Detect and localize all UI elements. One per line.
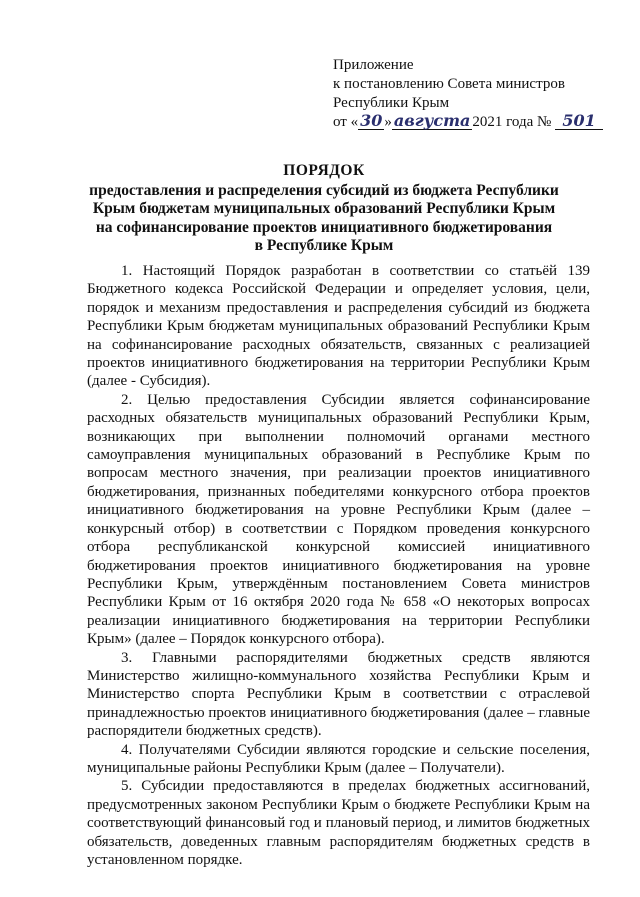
date-prefix: от « [333,114,359,130]
appendix-date-line [333,113,623,132]
date-quote-close: » [384,114,392,130]
document-title [60,162,588,256]
title-subtitle-line-4: в Республике Крым [254,237,394,254]
paragraph-4: 4. Получателями Субсидии являются городские и сельские поселения, муниципальные районы Республики Крым (далее – Получатели). [87,741,590,776]
handwritten-day: 30 [360,111,383,130]
title-heading: ПОРЯДОК [283,162,365,179]
appendix-resolution-line: к постановлению Совета министров [333,76,565,92]
title-subtitle-line-3: на софинансирование проектов инициативного бюджетирования [95,218,553,236]
handwritten-month: августа [393,111,471,130]
date-suffix: 2021 года № [472,114,552,130]
paragraph-1: 1. Настоящий Порядок разработан в соответствии со статьёй 139 Бюджетного кодекса Российской Федерации и определяет условия, цели, порядок и механизм предоставления и распределения субсидий из бюджета Республики Крым бюджетам муниципальных образований Республики Крым на софинансирование расходных обязательств, связанных с реализацией проектов инициативного бюджетирования на территории Республики Крым (далее - Субсидия). [87,263,590,390]
paragraph-2: 2. Целью предоставления Субсидии является софинансирование расходных обязательств муниципальных образований Республики Крым, возникающих при выполнении полномочий органами местного самоуправления муниципальных образований в Республике Крым по вопросам местного значения, при реализации проектов инициативного бюджетирования, признанных победителями конкурсного отбора проектов инициативного бюджетирования на уровне Республики Крым (далее – конкурсный отбор) в соответствии с Порядком проведения конкурсного отбора республиканской конкурсной комиссией инициативного бюджетирования проектов инициативного бюджетирования на уровне Республики Крым, утверждённым постановлением Совета министров Республики Крым от 16 октября 2020 года № 658 «О некоторых вопросах реализации инициативного бюджетирования на территории Республики Крым» (далее – Порядок конкурсного отбора). [87,391,590,648]
appendix-republic-line: Республики Крым [333,95,450,111]
paragraph-5: 5. Субсидии предоставляются в пределах бюджетных ассигнований, предусмотренных законом Республики Крым о бюджете Республики Крым на соответствующий финансовый год и плановый период, и лимитов бюджетных обязательств, доведенных главным распорядителям бюджетных средств в установленном порядке. [87,778,590,868]
paragraph-3: 3. Главными распорядителями бюджетных средств являются Министерство жилищно-коммунального хозяйства Республики Крым и Министерство спорта Республики Крым в соответствии с отраслевой принадлежностью проектов инициативного бюджетирования (далее – главные распорядители бюджетных средств). [87,649,590,740]
title-subtitle-line-2: Крым бюджетам муниципальных образований Республики Крым [92,200,556,217]
title-subtitle-line-1: предоставления и распределения субсидий из бюджета Республики [89,181,559,199]
appendix-block [333,56,623,132]
appendix-label: Приложение [333,57,414,73]
handwritten-doc-number: 501 [555,113,603,130]
document-body [87,262,590,869]
